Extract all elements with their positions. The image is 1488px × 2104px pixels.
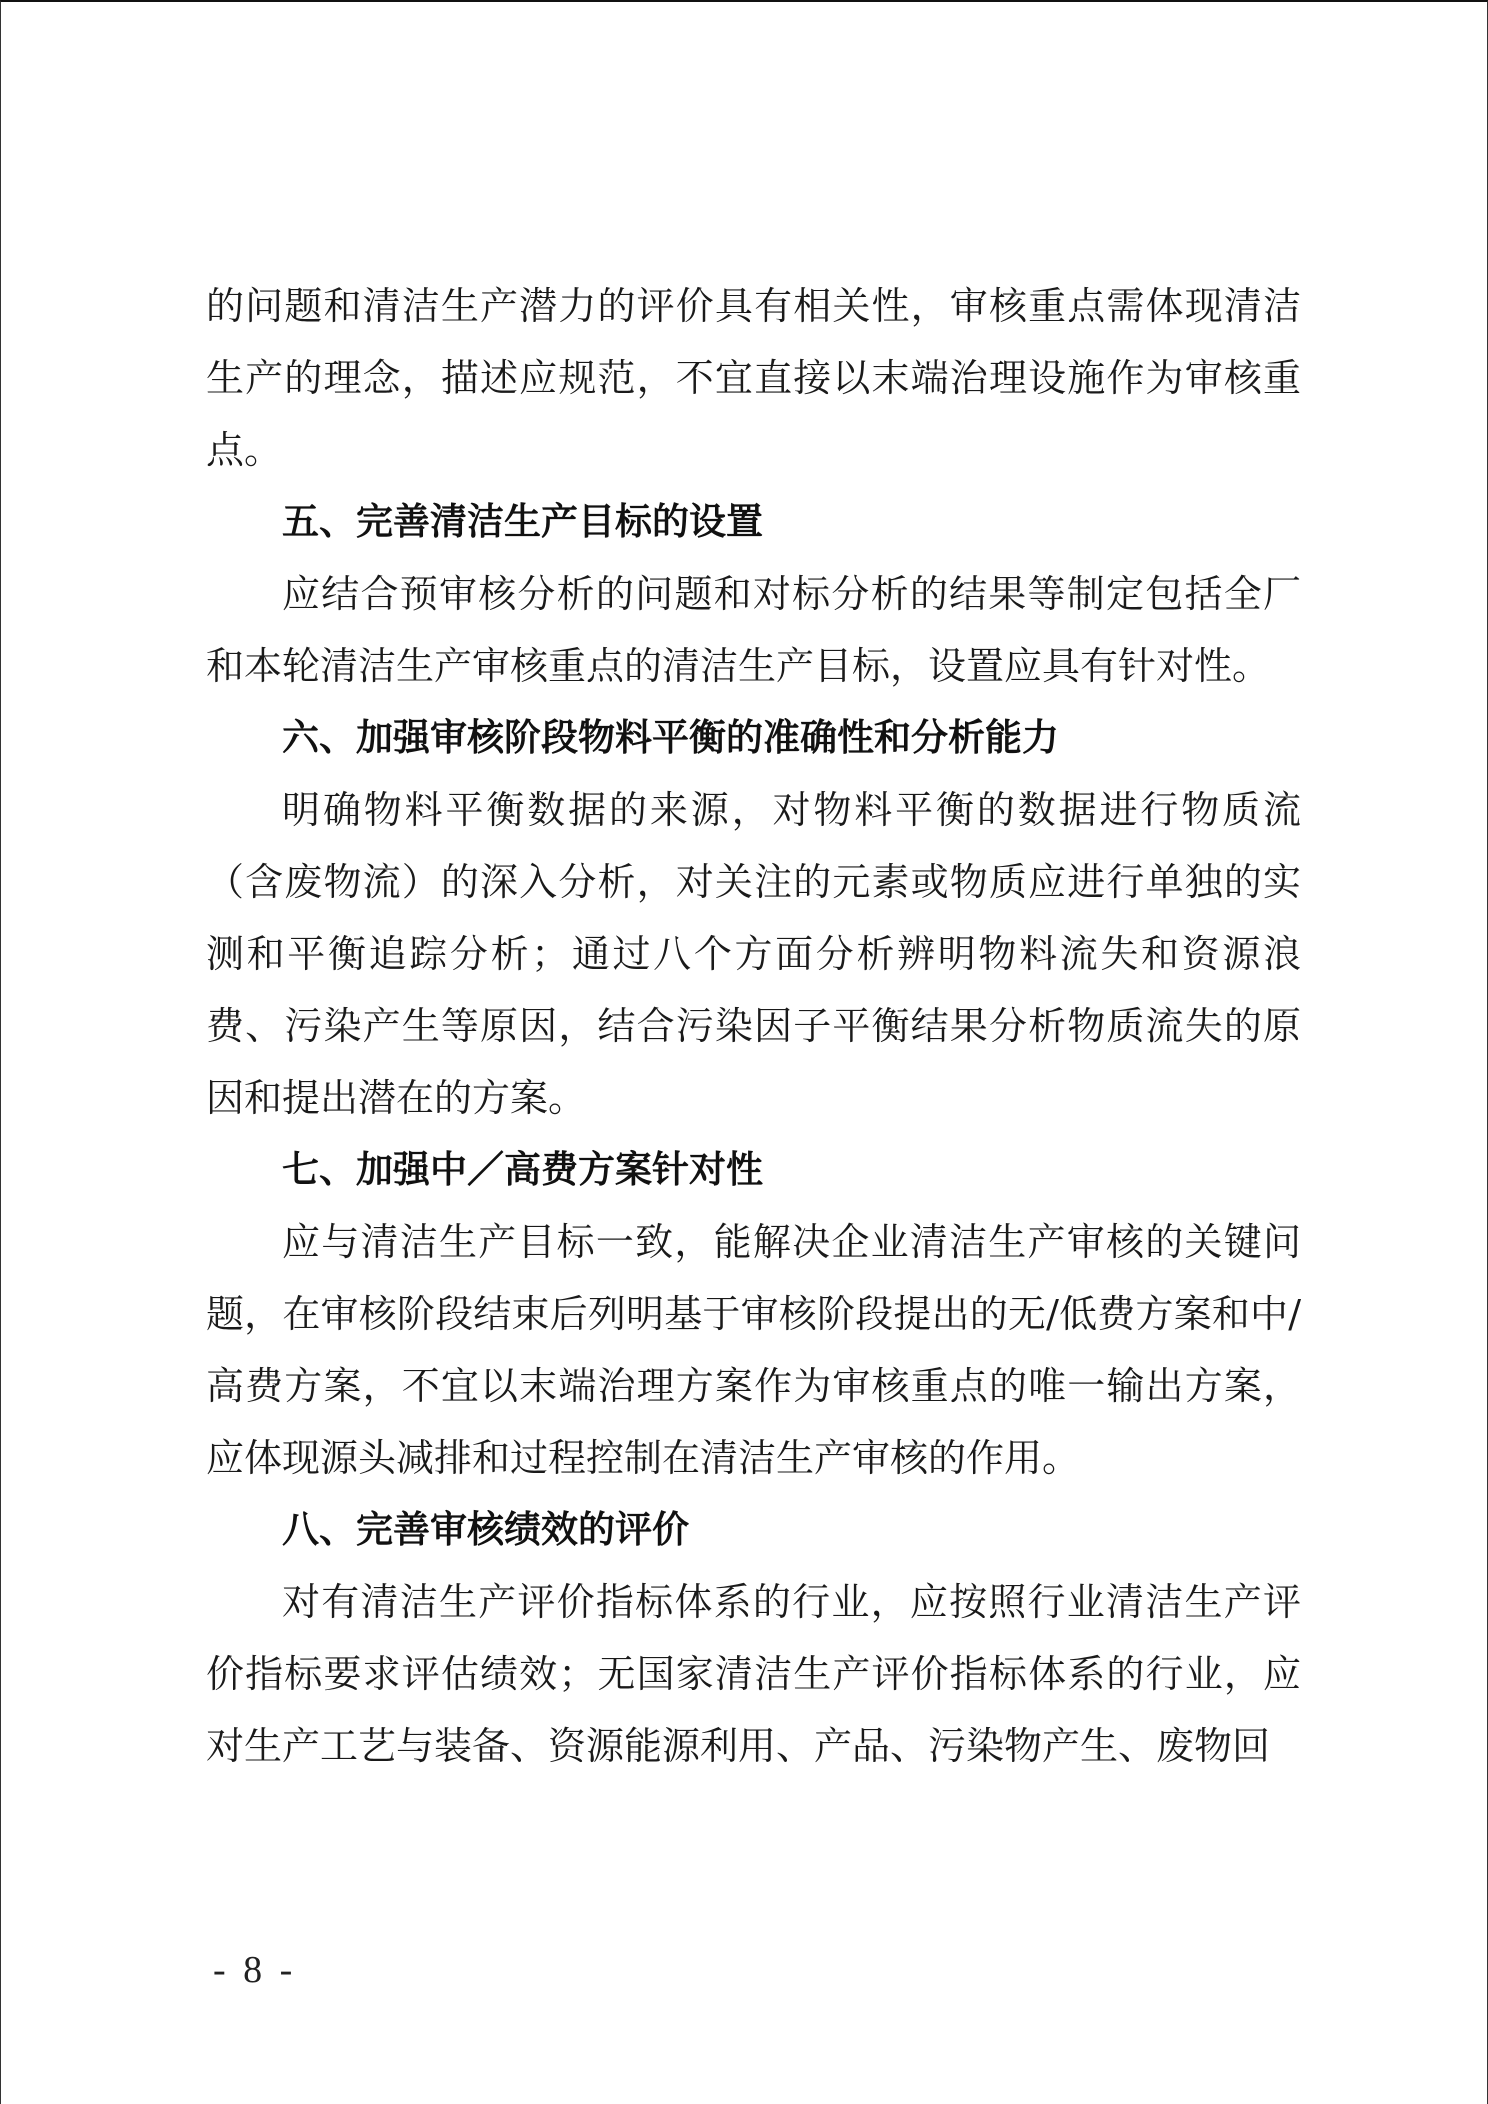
section-heading-8: 八、完善审核绩效的评价 bbox=[282, 1508, 689, 1551]
paragraph-section-8: 对有清洁生产评价指标体系的行业，应按照行业清洁生产评价指标要求评估绩效；无国家清洁生产评价指标体系的行业，应对生产工艺与装备、资源能源利用、产品、污染物产生、废物回 bbox=[206, 1580, 1301, 1768]
page-content bbox=[206, 270, 1301, 1782]
section-heading-7: 七、加强中／高费方案针对性 bbox=[282, 1148, 763, 1191]
section-heading-6: 六、加强审核阶段物料平衡的准确性和分析能力 bbox=[282, 716, 1059, 759]
paragraph-continuation: 的问题和清洁生产潜力的评价具有相关性，审核重点需体现清洁生产的理念，描述应规范，不宜直接以末端治理设施作为审核重点。 bbox=[206, 284, 1301, 472]
page-number: - 8 - bbox=[213, 1949, 297, 1991]
paragraph-section-6: 明确物料平衡数据的来源，对物料平衡的数据进行物质流（含废物流）的深入分析，对关注的元素或物质应进行单独的实测和平衡追踪分析；通过八个方面分析辨明物料流失和资源浪费、污染产生等原因，结合污染因子平衡结果分析物质流失的原因和提出潜在的方案。 bbox=[206, 788, 1301, 1120]
paragraph-section-7: 应与清洁生产目标一致，能解决企业清洁生产审核的关键问题，在审核阶段结束后列明基于审核阶段提出的无/低费方案和中/高费方案，不宜以末端治理方案作为审核重点的唯一输出方案，应体现源头减排和过程控制在清洁生产审核的作用。 bbox=[206, 1220, 1301, 1480]
paragraph-section-5: 应结合预审核分析的问题和对标分析的结果等制定包括全厂和本轮清洁生产审核重点的清洁生产目标，设置应具有针对性。 bbox=[206, 572, 1301, 688]
section-heading-5: 五、完善清洁生产目标的设置 bbox=[282, 500, 763, 543]
